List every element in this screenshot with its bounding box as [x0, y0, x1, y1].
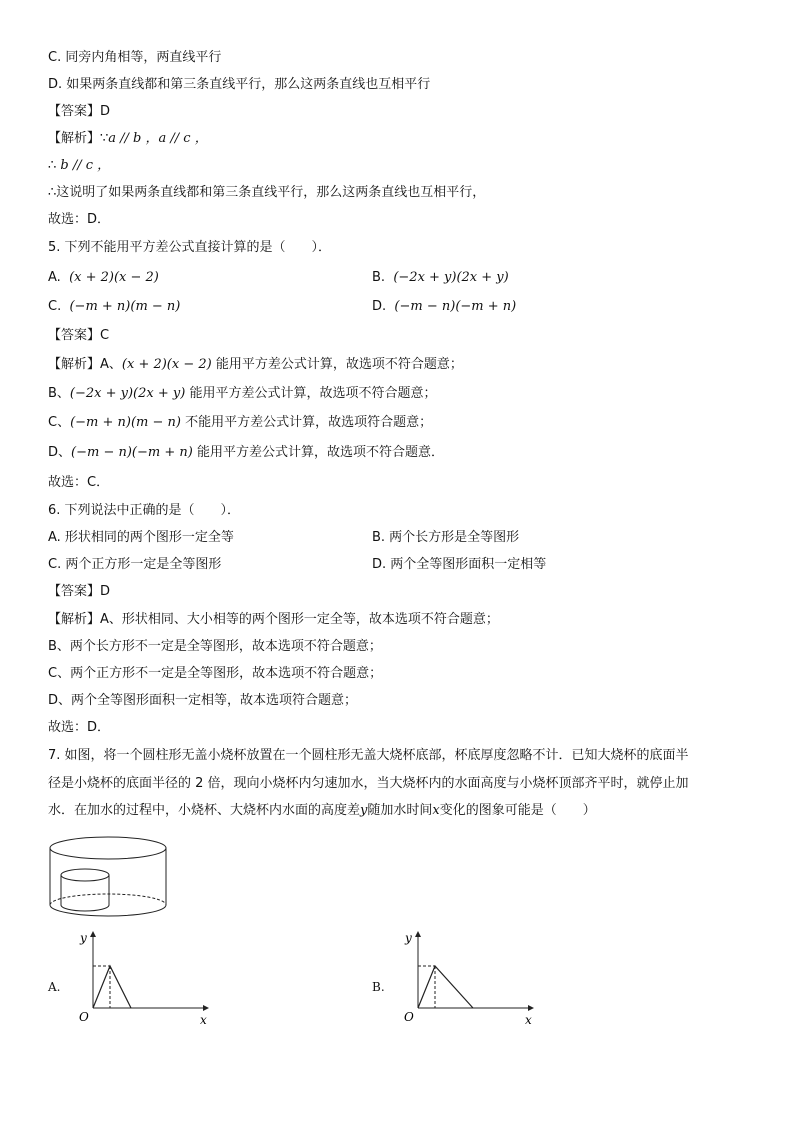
q5-option-c-label: C. [48, 299, 62, 314]
q5-option-d-math: (−m − n)(−m + n) [394, 299, 517, 314]
q5-option-b-label: B. [372, 270, 386, 285]
q5-analysis-a-math: (x + 2)(x − 2) [121, 357, 212, 372]
q5-analysis-c-prefix: C、 [48, 415, 71, 430]
q5-analysis-d-math: (−m − n)(−m + n) [71, 445, 193, 460]
graph-a-label: A. [48, 980, 61, 994]
graph-a-curve [93, 966, 131, 1008]
q7-stem-line3-a: 水．在加水的过程中，小烧杯、大烧杯内水面的高度差 [48, 803, 361, 818]
q7-stem-var-x: x [432, 803, 440, 818]
q4-option-d: D. 如果两条直线都和第三条直线平行，那么这两条直线也互相平行 [48, 77, 431, 92]
q6-analysis-b: B、两个长方形不一定是全等图形，故本选项不符合题意； [48, 639, 382, 654]
q7-stem-line2: 径是小烧杯的底面半径的 2 倍，现向小烧杯内匀速加水，当大烧杯内的水面高度与小烧杯顶部齐平时，就停止加 [48, 776, 689, 791]
q4-option-c: C. 同旁内角相等，两直线平行 [48, 50, 222, 65]
q6-analysis-a: 【解析】A、形状相同、大小相等的两个图形一定全等，故本选项不符合题意； [48, 612, 499, 627]
q7-stem-line1: 7. 如图，将一个圆柱形无盖小烧杯放置在一个圆柱形无盖大烧杯底部，杯底厚度忽略不计．已知大烧杯的底面半 [48, 748, 689, 763]
q4-explanation: ∴这说明了如果两条直线都和第三条直线平行，那么这两条直线也互相平行， [48, 185, 486, 200]
small-beaker-top-rim [61, 869, 109, 881]
beaker-figure [44, 832, 174, 924]
q6-analysis-c: C、两个正方形不一定是全等图形，故本选项不符合题意； [48, 666, 383, 681]
graph-a [76, 928, 216, 1028]
q4-analysis-prefix: 【解析】∵ [48, 131, 109, 146]
q4-therefore [48, 158, 110, 174]
q5-conclusion: 故选：C． [48, 475, 110, 490]
q7-stem-line3-c: 变化的图象可能是（ ） [439, 803, 596, 818]
q5-analysis-d [48, 445, 444, 461]
q5-analysis-b-math: (−2x + y)(2x + y) [69, 386, 186, 401]
q5-answer: 【答案】C [48, 328, 110, 343]
q4-therefore-math: b // c ， [60, 158, 111, 173]
q5-analysis-a-prefix: 【解析】A、 [48, 357, 122, 372]
q5-option-d [372, 299, 516, 315]
small-beaker-bottom [61, 905, 109, 911]
q5-analysis-b-text: 能用平方差公式计算，故选项不符合题意； [189, 386, 437, 401]
graph-a-origin: O [79, 1010, 89, 1024]
large-beaker-bottom-back [50, 894, 166, 905]
q4-conclusion: 故选：D． [48, 212, 111, 227]
q5-analysis-c [48, 415, 432, 431]
q6-analysis-d: D、两个全等图形面积一定相等，故本选项符合题意； [48, 693, 358, 708]
graph-b-y-label: y [405, 931, 412, 945]
q6-option-b: B. 两个长方形是全等图形 [372, 530, 520, 545]
q5-option-a-label: A. [48, 270, 61, 285]
q5-analysis-b [48, 386, 436, 402]
q5-analysis-c-math: (−m + n)(m − n) [70, 415, 181, 430]
q5-option-b [372, 270, 509, 286]
q5-option-c [48, 299, 180, 315]
large-beaker-top-rim [50, 837, 166, 859]
q6-stem: 6. 下列说法中正确的是（ ）． [48, 503, 241, 518]
q6-option-a: A. 形状相同的两个图形一定全等 [48, 530, 234, 545]
q4-analysis [48, 131, 208, 147]
graph-b-x-label: x [525, 1013, 532, 1027]
q5-analysis-b-prefix: B、 [48, 386, 70, 401]
graph-a-y-label: y [80, 931, 87, 945]
q7-stem-line3-b: 随加水时间 [367, 803, 433, 818]
graph-b [401, 928, 541, 1028]
q5-option-d-label: D. [372, 299, 387, 314]
q4-answer: 【答案】D [48, 104, 111, 119]
q6-option-d: D. 两个全等图形面积一定相等 [372, 557, 547, 572]
q7-stem-var-y: y [360, 803, 368, 818]
graph-b-origin: O [404, 1010, 414, 1024]
graph-b-label: B. [372, 980, 385, 994]
graph-b-curve [418, 966, 473, 1008]
q4-therefore-prefix: ∴ [48, 158, 61, 173]
q7-stem-line3 [48, 803, 596, 819]
q5-analysis-a-text: 能用平方差公式计算，故选项不符合题意； [215, 357, 463, 372]
q5-analysis-a [48, 357, 463, 373]
q5-stem: 5. 下列不能用平方差公式直接计算的是（ ）． [48, 240, 332, 255]
q5-option-a-math: (x + 2)(x − 2) [69, 270, 159, 285]
q5-analysis-d-prefix: D、 [48, 445, 72, 460]
q5-analysis-d-text: 能用平方差公式计算，故选项不符合题意． [196, 445, 444, 460]
graph-a-x-label: x [200, 1013, 207, 1027]
q5-option-b-math: (−2x + y)(2x + y) [393, 270, 509, 285]
q5-option-c-math: (−m + n)(m − n) [69, 299, 181, 314]
q6-option-c: C. 两个正方形一定是全等图形 [48, 557, 222, 572]
q5-option-a [48, 270, 159, 286]
q6-answer: 【答案】D [48, 584, 111, 599]
q6-conclusion: 故选：D． [48, 720, 111, 735]
q4-analysis-math: a // b ，a // c ， [108, 131, 208, 146]
q5-analysis-c-text: 不能用平方差公式计算，故选项符合题意； [185, 415, 433, 430]
